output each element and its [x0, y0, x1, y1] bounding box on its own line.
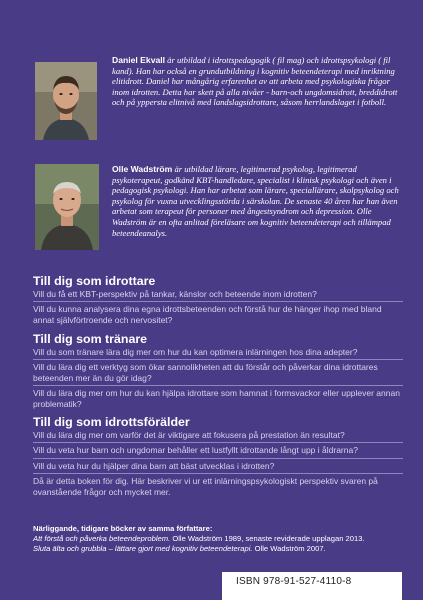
divider [33, 385, 403, 386]
author-bio-text: är utbildad i idrottspedagogik ( fil mag) och idrottspsykologi ( fil kand). Han har också en grundutbildning i kognitiv beteendeterapi med inriktning elitidrott. Daniel har mångårig erfarenhet av att arbeta med psykologiska frågor inom idrotten. Detta har skett på alla nivåer - barn-och ungdomsidrott, breddidrott och på yppersta elitnivå med landslagsidrottare, såsom herrlandslaget i fotboll. [112, 55, 398, 108]
author-bio-text: är utbildad lärare, legitimerad psykolog, legitimerad psykoterapeut, godkänd KBT-handledare, specialist i klinisk psykologi och även i pedagogisk psykologi. Han har arbetat som lärare, speciallärare, skolpsykolog och psykolog för vuxna utvecklingsstörda i särskolan. De senaste 40 åren har han även arbetat som terapeut för personer med ångestsyndrom och depression. Olle Wadström är en ofta anlitad föreläsare om kognitiv beteendeterapi och tillämpad beteendeanalys. [112, 164, 399, 238]
author-name: Daniel Ekvall [112, 55, 166, 65]
isbn-number: ISBN 978-91-527-4110-8 [236, 576, 352, 587]
section-heading: Till dig som idrottare [33, 274, 156, 288]
other-works [33, 524, 403, 555]
section-idrottare [33, 274, 403, 325]
other-work-title: Att förstå och påverka beteendeproblem. [33, 534, 171, 544]
section-item: Då är detta boken för dig. Här beskriver vi ur ett inlärningspsykologiskt perspektiv svaren på ovanstående frågor och mycket mer. [33, 476, 378, 497]
other-works-heading: Närliggande, tidigare böcker av samma författare: [33, 524, 213, 533]
divider [33, 442, 403, 443]
other-work-line [33, 544, 403, 554]
divider [33, 473, 403, 474]
section-item: Vill du veta hur barn och ungdomar behåller ett lustfyllt idrottande långt upp i åldrarna? [33, 445, 358, 456]
section-item: Vill du lära dig ett verktyg som ökar sannolikheten att du förstår och påverkar dina idrottares beteenden mer än du gör idag? [33, 362, 378, 383]
section-heading: Till dig som tränare [33, 332, 148, 346]
author-bio-daniel [112, 55, 402, 108]
other-work-details: Olle Wadström 1989, senaste reviderade upplagan 2013. [170, 534, 365, 544]
other-work-title: Sluta älta och grubbla – lättare gjort med kognitiv beteendeterapi. [33, 544, 253, 554]
section-item: Vill du som tränare lära dig mer om hur du kan optimera inlärningen hos dina adepter? [33, 347, 358, 357]
other-work-line [33, 534, 403, 544]
section-idrottsforalder [33, 415, 403, 497]
divider [33, 359, 403, 360]
divider [33, 458, 403, 459]
author-bio-olle [112, 164, 402, 238]
author-photo-daniel [35, 62, 97, 140]
divider [33, 301, 403, 302]
section-item: Vill du veta hur du hjälper dina barn att bäst utvecklas i idrotten? [33, 460, 275, 471]
author-photo-olle [35, 164, 99, 250]
section-item: Vill du lära dig mer om varför det är viktigare att fokusera på prestation än resultat? [33, 430, 345, 440]
section-heading: Till dig som idrottsförälder [33, 415, 190, 429]
author-name: Olle Wadström [112, 164, 173, 174]
section-item: Vill du få ett KBT-perspektiv på tankar, känslor och beteende inom idrotten? [33, 289, 317, 299]
section-item: Vill du lära dig mer om hur du kan hjälpa idrottare som hamnat i formsvackor eller upplever annan problematik? [33, 388, 400, 409]
section-item: Vill du kunna analysera dina egna idrottsbeteenden och förstå hur de hänger ihop med bland annat självförtroende och nervositet? [33, 304, 382, 325]
other-work-details: Olle Wadström 2007. [252, 544, 326, 554]
section-tranare [33, 332, 403, 409]
